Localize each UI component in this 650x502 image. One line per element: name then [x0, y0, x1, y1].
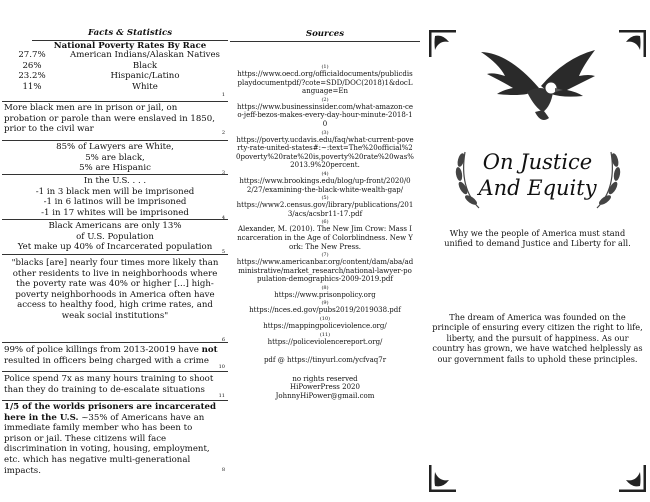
source-item: [236, 130, 414, 170]
source-item: [236, 171, 414, 194]
source-number: (7): [321, 252, 329, 259]
sources-list: [230, 42, 420, 346]
corner-ornament-icon: [429, 30, 457, 58]
source-number: (4): [321, 170, 329, 177]
poverty-rate-group: American Indians/Alaskan Natives: [70, 50, 220, 60]
source-item: [236, 285, 414, 300]
source-item: [236, 219, 414, 251]
source-text[interactable]: https://mappingpoliceviolence.org/: [263, 322, 387, 331]
source-item: [236, 195, 414, 218]
source-text[interactable]: https://poverty.ucdavis.edu/faq/what-current-poverty-rate-united-states#:~:text=The%20official%20poverty%20rate%20is,poverty%20rate%20was%2013.9%20percent.: [236, 135, 414, 170]
poverty-rate-row: [2, 50, 228, 61]
facts-header: Facts & Statistics: [87, 28, 173, 38]
source-item: [236, 64, 414, 96]
rights-text: no rights reserved: [292, 374, 358, 383]
contact-email[interactable]: JohnnyHiPower@gmail.com: [275, 392, 375, 401]
cover-paragraph: The dream of America was founded on the principle of ensuring every citizen the right to life, liberty, and the pursuit of happiness. As our country has grown, we have watched helplessly as our government fails to uphold these principles.: [432, 312, 643, 364]
press-name: HiPowerPress 2020: [290, 383, 360, 392]
poverty-table-title: National Poverty Rates By Race: [53, 41, 207, 51]
poverty-rate-pct: 11%: [22, 81, 42, 92]
source-text[interactable]: https://www2.census.gov/library/publications/2013/acs/acsbr11-17.pdf: [236, 201, 414, 218]
poverty-rate-pct: 23.2%: [18, 71, 46, 82]
source-text[interactable]: https://www.brookings.edu/blog/up-front/2020/02/27/examining-the-black-white-wealth-gap/: [239, 176, 411, 194]
pdf-link[interactable]: pdf @ https://tinyurl.com/ycfvaq7r: [263, 356, 387, 365]
source-text[interactable]: https://www.businessinsider.com/what-amazon-ceo-jeff-bezos-makes-every-day-hour-minute-2018-10: [236, 102, 414, 128]
source-item: [236, 316, 414, 331]
source-text[interactable]: https://policeviolencereport.org/: [267, 337, 383, 346]
eagle-icon: [479, 48, 599, 126]
fact-imprisonment-odds: In the U.S. . . . -1 in 3 black men will be imprisoned -1 in 6 latinos will be imprisoned -1 in 17 whites will be imprisoned 4: [2, 174, 228, 218]
source-number: (1): [321, 64, 329, 70]
corner-ornament-icon: [618, 464, 646, 492]
source-number: (2): [321, 96, 329, 103]
fact-neighborhood-poverty: "blacks [are] nearly four times more likely than other residents to live in neighborhoods where the poverty rate was 40% or higher [...] high-poverty neighborhoods in America often have access to healthy food, high crime rates, and weak social institutions" 6: [2, 254, 228, 322]
source-text[interactable]: Alexander, M. (2010). The New Jim Crow: Mass Incarceration in the Age of Colorblindness. New York: The New Press.: [237, 225, 413, 251]
source-item: [236, 97, 414, 129]
fact-police-training: Police spend 7x as many hours training to shoot than they do training to de-escalate situations 11: [2, 371, 228, 395]
cover-subtitle: Why we the people of America must stand unified to demand Justice and Liberty for all.: [444, 228, 631, 249]
source-text[interactable]: https://www.americanbar.org/content/dam/aba/administrative/market_research/national-lawyer-population-demographics-2009-2019.pdf: [236, 258, 414, 284]
poverty-rate-row: [2, 82, 228, 93]
source-item: [236, 300, 414, 315]
source-number: (5): [321, 195, 329, 202]
poverty-rates-table: [2, 50, 228, 92]
sources-header: Sources: [230, 30, 420, 42]
fact-incarceration-share: Black Americans are only 13% of U.S. Population Yet make up 40% of Incarcerated population 5: [2, 219, 228, 253]
poverty-rate-row: [2, 71, 228, 82]
source-item: [236, 252, 414, 284]
source-item: [236, 332, 414, 347]
source-number: (6): [321, 219, 329, 226]
fact-prison-vs-slavery: More black men are in prison or jail, on probation or parole than were enslaved in 1850, prior to the civil war 2: [2, 101, 228, 135]
cover-title-line1: On Justice: [482, 150, 593, 174]
poverty-rate-row: [2, 61, 228, 72]
poverty-rate-group: White: [132, 81, 158, 92]
cover-title-line2: And Equity: [478, 176, 597, 200]
source-number: (8): [321, 284, 329, 291]
poverty-rate-pct: 26%: [22, 60, 42, 71]
fact-world-prisoners: 1/5 of the worlds prisoners are incarcerated here in the U.S. ~35% of Americans have an immediate family member who has been to prison or jail. These citizens will face discrimination in voting, housing, employment, etc. which has negative multi-generational impacts. 8: [2, 400, 228, 476]
corner-ornament-icon: [429, 464, 457, 492]
source-number: (9): [321, 300, 329, 307]
fact-police-killings: 99% of police killings from 2013-20019 have not resulted in officers being charged with a crime 10: [2, 342, 228, 366]
source-text[interactable]: https://www.prisonpolicy.org: [274, 290, 376, 299]
source-text[interactable]: https://nces.ed.gov/pubs2019/2019038.pdf: [249, 306, 401, 315]
source-number: (10): [319, 316, 331, 323]
source-number: (3): [321, 129, 329, 136]
corner-ornament-icon: [618, 30, 646, 58]
sources-column: [230, 30, 420, 401]
poverty-rate-pct: 27.7%: [18, 50, 46, 60]
poverty-rate-group: Hispanic/Latino: [110, 71, 180, 82]
source-text[interactable]: https://www.oecd.org/officialdocuments/publicdisplaydocumentpdf/?cote=SDD/DOC(2018)1&docLanguage=En: [237, 70, 413, 96]
source-number: (11): [319, 331, 331, 338]
fact-lawyers: 85% of Lawyers are White, 5% are black, 5% are Hispanic 3: [2, 140, 228, 174]
poverty-rate-group: Black: [132, 60, 158, 71]
footnote-number: 1: [221, 92, 225, 98]
